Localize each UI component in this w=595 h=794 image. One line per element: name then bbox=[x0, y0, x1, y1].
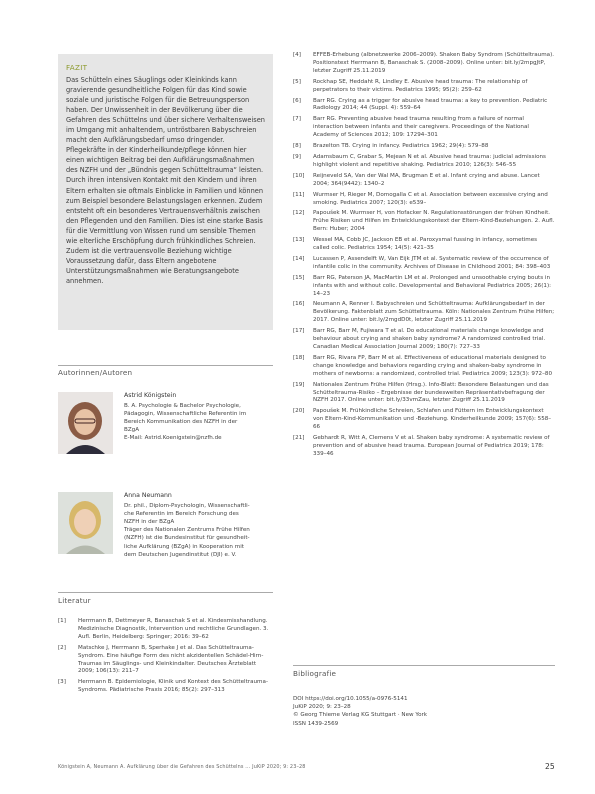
bibliography-line: © Georg Thieme Verlag KG Stuttgart · New York bbox=[293, 712, 428, 719]
reference-number: [17] bbox=[293, 328, 305, 335]
reference-number: [12] bbox=[293, 210, 305, 217]
author-line: dem Deutschen Jugendinstitut (DJI) e. V. bbox=[124, 551, 237, 558]
reference-number: [5] bbox=[293, 78, 301, 85]
author-photo bbox=[58, 492, 113, 554]
reference-number: [2] bbox=[58, 644, 66, 651]
author-line: B. A. Psychologie & Bachelor Psychologie, bbox=[124, 403, 241, 410]
reference-text: Papoušek M. Wurmser H, von Hofacker N. Regulationsstörungen der frühen Kindheit. Frühe Risiken und Hilfen im Entwicklungskontext der Eltern-Kind-Beziehungen. 2. Aufl. Bern: Huber; 2004 bbox=[313, 210, 555, 233]
reference-text: Wessel MA, Cobb JC, Jackson EB et al. Paroxysmal fussing in infancy, sometimes called colic. Pediatrics 1954; 14(5): 421–35 bbox=[313, 237, 538, 252]
bibliography-divider bbox=[293, 665, 555, 666]
reference-number: [13] bbox=[293, 237, 305, 244]
reference-list-right bbox=[293, 52, 555, 462]
author-line: liche Aufklärung (BZgA) in Kooperation mit bbox=[124, 543, 244, 550]
reference-text: Barr RG, Barr M, Fujiwara T et al. Do educational materials change knowledge and behaviour about crying and shaken baby syndrome? A randomized controlled trial. Canadian Medical Association Journal 2009; 180(7): 727–33 bbox=[313, 328, 546, 350]
reference-text: Neumann A, Renner I. Babyschreien und Schütteltrauma: Aufklärungsbedarf in der Bevölkerung. Faktenblatt zum Schütteltrauma. Köln: Nationales Zentrum Frühe Hilfen; 2017. Online unter: bit.ly/2mgdD0t, letzter Zugriff 25.11.2019 bbox=[313, 301, 555, 324]
reference-number: [8] bbox=[293, 143, 301, 150]
author-line: BZgA bbox=[124, 427, 140, 434]
author-info bbox=[124, 392, 274, 443]
reference-text: Herrmann B. Epidemiologie, Klinik und Kontext des Schütteltrauma-Syndroms. Pädiatrische Praxis 2016; 85(2): 297–313 bbox=[78, 679, 268, 694]
reference-text: Barr RG, Paterson JA, MacMartin LM et al. Prolonged and unsoothable crying bouts in infants with and without colic. Developmental and Behavioral Pediatrics 2005; 26(1): 14–23 bbox=[313, 274, 552, 297]
bibliography-heading: Bibliografie bbox=[293, 669, 337, 678]
reference-number: [20] bbox=[293, 408, 305, 415]
reference-text: Barr RG, Rivara FP, Barr M et al. Effectiveness of educational materials designed to change knowledge and behaviors regarding crying and shaken-baby syndrome in mothers of newborns: a randomized, controlled trial. Pediatrics 2009; 123(3): 972–80 bbox=[313, 354, 553, 377]
reference-item bbox=[293, 210, 555, 234]
reference-item bbox=[58, 618, 273, 642]
reference-number: [11] bbox=[293, 191, 305, 198]
bibliography-line: JuKiP 2020; 9: 23–28 bbox=[293, 704, 351, 711]
reference-text: Matschke J, Herrmann B, Sperhake J et al. Das Schütteltrauma-Syndrom. Eine häufige Form des nicht akzidentellen Schädel-Hirn-Traumas im Säuglings- und Kleinkindalter. Deutsches Ärzteblatt 2009; 106(13): 211–7 bbox=[78, 644, 264, 675]
reference-item bbox=[293, 435, 555, 459]
reference-number: [10] bbox=[293, 172, 305, 179]
author-line: NZFH in der BZgA bbox=[124, 519, 175, 526]
reference-item bbox=[58, 679, 273, 695]
reference-item bbox=[293, 192, 555, 208]
author-line: Bereich Kommunikation des NZFH in der bbox=[124, 419, 238, 426]
reference-number: [1] bbox=[58, 618, 66, 624]
author-photo bbox=[58, 392, 113, 454]
reference-text: Barr RG. Preventing abusive head trauma resulting from a failure of normal interaction between infants and their caregivers. Proceedings of the National Academy of Sciences 2012; 109: 17294–301 bbox=[313, 116, 529, 139]
reference-text: Adamsbaum C, Grabar S, Mejean N et al. Abusive head trauma: judicial admissions highlight violent and repetitive shaking. Pediatrics 2010; 126(3): 546–55 bbox=[313, 153, 546, 168]
reference-item bbox=[293, 173, 555, 189]
reference-item bbox=[293, 98, 555, 114]
reference-item bbox=[293, 382, 555, 406]
reference-item bbox=[293, 408, 555, 432]
reference-text: Wurmser H, Rieger M, Domogalla C et al. Association between excessive crying and smoking. Pediatrics 2007; 120(3): e539– bbox=[313, 191, 548, 206]
reference-item bbox=[293, 52, 555, 76]
authors-heading: Autorinnen/Autoren bbox=[58, 368, 133, 377]
author-info bbox=[124, 492, 274, 559]
reference-item bbox=[58, 645, 273, 677]
reference-text: Rockhap SE, Heddaht R, Lindley E. Abusive head trauma: The relationship of perpetrators to their victims. Pediatrics 1995; 95(2): 259–62 bbox=[313, 78, 528, 93]
fazit-text: Das Schütteln eines Säuglings oder Kleinkinds kann gravierende gesundheitliche Folgen für das Kind sowie soziale und juristische Folgen für die Betreuungsperson haben. Der Unwissenheit in der Bevölkerung über die Gefahren des Schüttelns und über sichere Verhaltensweisen im Umgang mit anhaltendem, untröstbaren Babyschreien macht den Aufklärungsbedarf umso dringender. Pflegekräfte in der Kinderheilkunde/pflege können hier einen wichtigen Beitrag bei den Aufklärungsmaßnahmen des NZFH und der „Bündnis gegen Schütteltrauma“ leisten. Durch ihren intensiven Kontakt mit den Kindern und ihren Eltern erhalten sie oftmals Einblicke in Familien und können zum Beispiel besondere Belastungslagen erkennen. Zudem entsteht oft ein besonderes Vertrauensverhältnis zwischen den Pflegenden und den Familien. Dies ist eine starke Basis für die Vermittlung von Wissen rund um sensible Themen wie elterliche Erschöpfung durch frühkindliches Schreien. Zudem ist die vertrauensvolle Beziehung wichtige Voraussetzung dafür, dass Eltern angebotene Unterstützungsmaßnahmen wie Beratungsangebote annehmen. bbox=[66, 76, 265, 285]
reference-number: [19] bbox=[293, 381, 305, 388]
page-number: 25 bbox=[545, 762, 555, 771]
reference-item bbox=[293, 256, 555, 272]
bibliography-line: ISSN 1439-2569 bbox=[293, 720, 339, 727]
reference-number: [15] bbox=[293, 274, 305, 281]
author-line: Dr. phil., Diplom-Psychologin, Wissenschaftli- bbox=[124, 503, 250, 510]
reference-text: Nationales Zentrum Frühe Hilfen (Hrsg.). Info-Blatt: Besondere Belastungen und das Schütteltrauma-Risiko – Ergebnisse der bundesweiten Repräsentativbefragung der NZFH 2017. Online unter: bit.ly/33vmZau, letzter Zugriff 25.11.2019 bbox=[313, 381, 549, 404]
reference-text: Reijneveld SA, Van der Wal MA, Brugman E et al. Infant crying and abuse. Lancet 2004; 364(9442): 1340–2 bbox=[313, 172, 540, 187]
reference-number: [9] bbox=[293, 153, 301, 160]
author-line: Pädagogin, Wissenschaftliche Referentin im bbox=[124, 411, 247, 418]
reference-text: Herrmann B, Dettmeyer R, Banaschak S et al. Kindesmisshandlung. Medizinische Diagnostik, Intervention und rechtliche Grundlagen. 3. Aufl. Berlin, Heidelberg: Springer; 2016: 39–62 bbox=[78, 618, 269, 640]
page-footer: Königstein A, Neumann A. Aufklärung über die Gefahren des Schüttelns ... JuKiP 2020; 9: 23–28 bbox=[58, 764, 306, 770]
fazit-title: FAZIT bbox=[66, 63, 88, 72]
reference-item bbox=[293, 355, 555, 379]
fazit-box bbox=[58, 54, 273, 330]
reference-number: [6] bbox=[293, 97, 301, 104]
author-line: Träger des Nationalen Zentrums Frühe Hilfen bbox=[124, 527, 250, 534]
literature-heading: Literatur bbox=[58, 596, 91, 605]
reference-text: Papoušek M. Frühkindliche Schreien, Schlafen und Füttern im Entwicklungskontext von Eltern-Kind-Kommunikation und -Beziehung. Kinderheilkunde 2009; 157(6): 558–66 bbox=[313, 408, 552, 431]
reference-text: EFFEB-Erhebung (albnetzwerke 2006–2009). Shaken Baby Syndrom (Schütteltrauma). Positionstext Herrmann B, Banaschak S. (2008–2009). Online unter: bit.ly/2mpgJtP, letzter Zugriff 25.11.2019 bbox=[313, 52, 555, 74]
author-line: (NZFH) ist die Bundesinstitut für gesundheit- bbox=[124, 535, 250, 542]
reference-item bbox=[293, 237, 555, 253]
bibliography-doi[interactable]: DOI https://doi.org/10.1055/a-0976-5141 bbox=[293, 696, 408, 702]
author-portrait-icon bbox=[58, 392, 113, 454]
author-name: Anna Neumann bbox=[124, 492, 172, 499]
reference-text: Brazelton TB. Crying in infancy. Pediatrics 1962; 29(4): 579–88 bbox=[313, 143, 489, 150]
reference-text: Barr RG. Crying as a trigger for abusive head trauma: a key to prevention. Pediatric Radiology 2014; 44 (Suppl. 4): 559–64 bbox=[313, 97, 548, 112]
reference-number: [16] bbox=[293, 301, 305, 308]
reference-number: [7] bbox=[293, 116, 301, 123]
reference-list-left bbox=[58, 618, 273, 698]
reference-number: [18] bbox=[293, 354, 305, 361]
reference-text: Lucassen P, Assendelft W, Van Eijk JTM et al. Systematic review of the occurrence of infantile colic in the community. Archives of Disease in Childhood 2001; 84: 398–403 bbox=[313, 255, 551, 270]
literature-divider bbox=[58, 592, 273, 593]
reference-number: [4] bbox=[293, 52, 301, 58]
reference-item bbox=[293, 143, 555, 151]
reference-item bbox=[293, 154, 555, 170]
reference-item bbox=[293, 328, 555, 352]
author-portrait-icon bbox=[58, 492, 113, 554]
reference-item bbox=[293, 301, 555, 325]
author-email[interactable]: E-Mail: Astrid.Koenigstein@nzfh.de bbox=[124, 435, 222, 442]
author-line: che Referentin im Bereich Forschung des bbox=[124, 511, 239, 518]
reference-number: [21] bbox=[293, 435, 305, 442]
reference-number: [3] bbox=[58, 679, 66, 686]
authors-divider bbox=[58, 365, 273, 366]
author-name: Astrid Königstein bbox=[124, 392, 177, 399]
reference-item bbox=[293, 116, 555, 140]
reference-item bbox=[293, 275, 555, 299]
reference-item bbox=[293, 79, 555, 95]
reference-text: Gebhardt R, Witt A, Clemens V et al. Shaken baby syndrome: A systematic review of prevention and of abusive head trauma. European Journal of Pediatrics 2019; 178: 339–46 bbox=[313, 435, 550, 457]
reference-number: [14] bbox=[293, 255, 305, 262]
bibliography-block bbox=[293, 695, 555, 728]
